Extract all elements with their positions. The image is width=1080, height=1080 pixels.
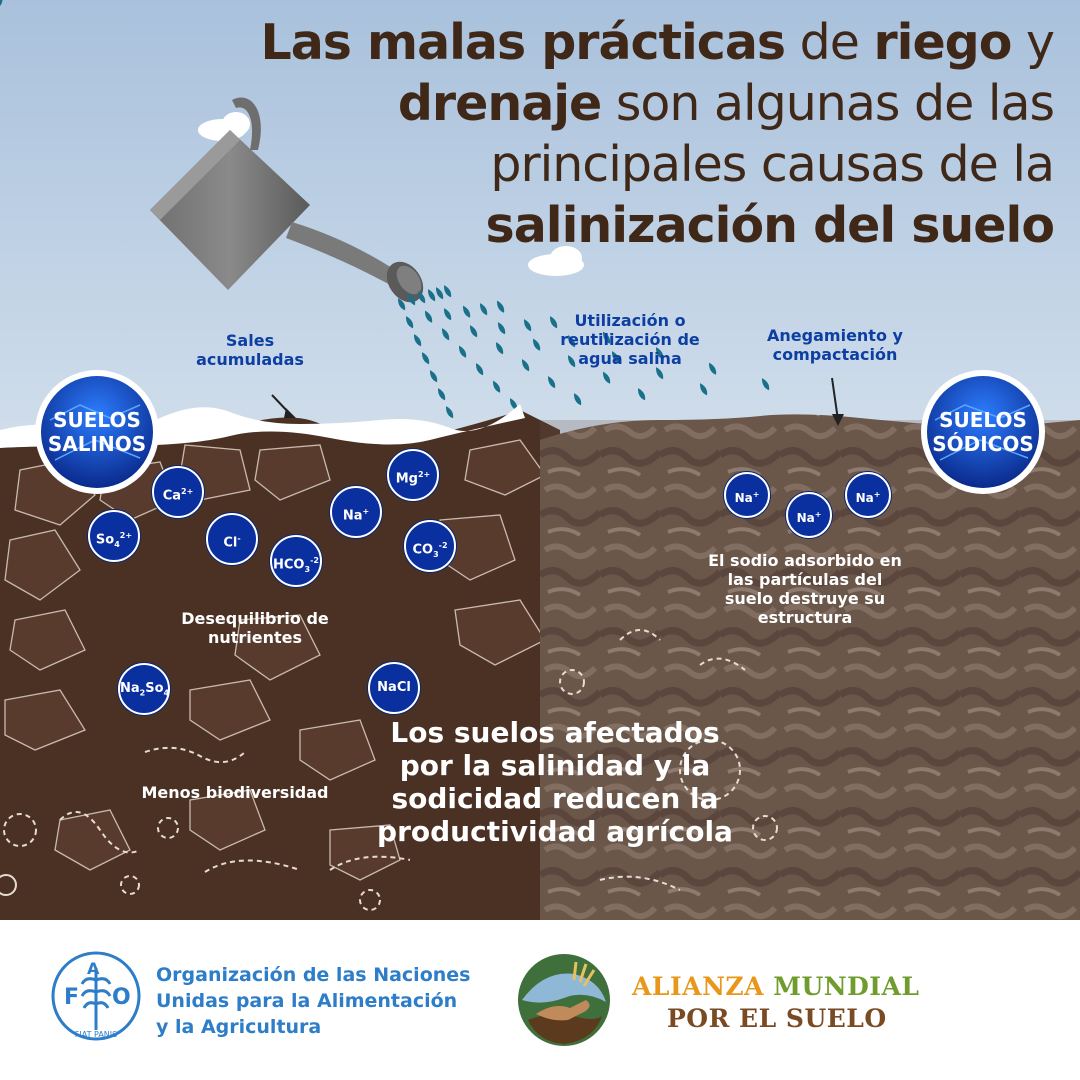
svg-text:A: A bbox=[87, 959, 100, 978]
label-desequilibrio: Desequilibrio de nutrientes bbox=[181, 609, 329, 647]
label-anegamiento: Anegamiento y compactación bbox=[767, 326, 903, 364]
svg-text:FIAT PANIS: FIAT PANIS bbox=[74, 1030, 118, 1039]
label-sodio: El sodio adsorbido en las partículas del suelo destruye su estructura bbox=[708, 551, 902, 627]
fao-name-line: Organización de las Naciones bbox=[156, 964, 471, 986]
label-sales-acumuladas: Sales acumuladas bbox=[196, 331, 304, 369]
ion-badge: Na+ bbox=[845, 472, 891, 518]
ion-badge: $HCO_3^{-2}$ bbox=[270, 535, 322, 587]
title-line-2: drenaje son algunas de las bbox=[397, 75, 1054, 132]
ion-badge: $CO_3^{-2}$ bbox=[404, 520, 456, 572]
ion-badge: Na+ bbox=[330, 486, 382, 538]
svg-text:O: O bbox=[112, 985, 131, 1010]
fao-logo bbox=[50, 950, 142, 1042]
footer bbox=[0, 920, 1080, 1080]
ion-badge: Na+ bbox=[786, 492, 832, 538]
title-line-1: Las malas prácticas de riego y bbox=[260, 14, 1054, 71]
ion-badge: Na+ bbox=[724, 472, 770, 518]
gsp-name-line-1: ALIANZA MUNDIAL bbox=[632, 972, 920, 1001]
main-message: Los suelos afectados por la salinidad y la sodicidad reducen la productividad agrícola bbox=[377, 716, 733, 848]
label-biodiversidad: Menos biodiversidad bbox=[141, 783, 329, 802]
fao-name bbox=[156, 962, 470, 1040]
gsp-name-line-2: POR EL SUELO bbox=[667, 1004, 887, 1033]
page-title bbox=[154, 12, 1054, 256]
ion-badge: Cl- bbox=[206, 513, 258, 565]
ion-badge: $Mg^{2+}$ bbox=[387, 449, 439, 501]
title-line-3: principales causas de la bbox=[490, 136, 1054, 193]
gsp-logo-globe bbox=[514, 950, 614, 1050]
fao-name-line: Unidas para la Alimentación bbox=[156, 990, 458, 1012]
ion-badge: $Ca^{2+}$ bbox=[152, 466, 204, 518]
label-agua-salina: Utilización o reutilización de agua salina bbox=[560, 311, 700, 368]
svg-text:F: F bbox=[64, 985, 80, 1010]
ion-badge: $So_4^{2+}$ bbox=[88, 510, 140, 562]
ion-badge: $Na_2So_4$ bbox=[118, 663, 170, 715]
badge-suelos-salinos: SUELOS SALINOS bbox=[47, 408, 147, 456]
badge-suelos-sodicos: SUELOS SÓDICOS bbox=[932, 408, 1034, 456]
title-line-4: salinización del suelo bbox=[485, 197, 1054, 254]
ion-badge: NaCl bbox=[368, 662, 420, 714]
fao-name-line: y la Agricultura bbox=[156, 1016, 322, 1038]
